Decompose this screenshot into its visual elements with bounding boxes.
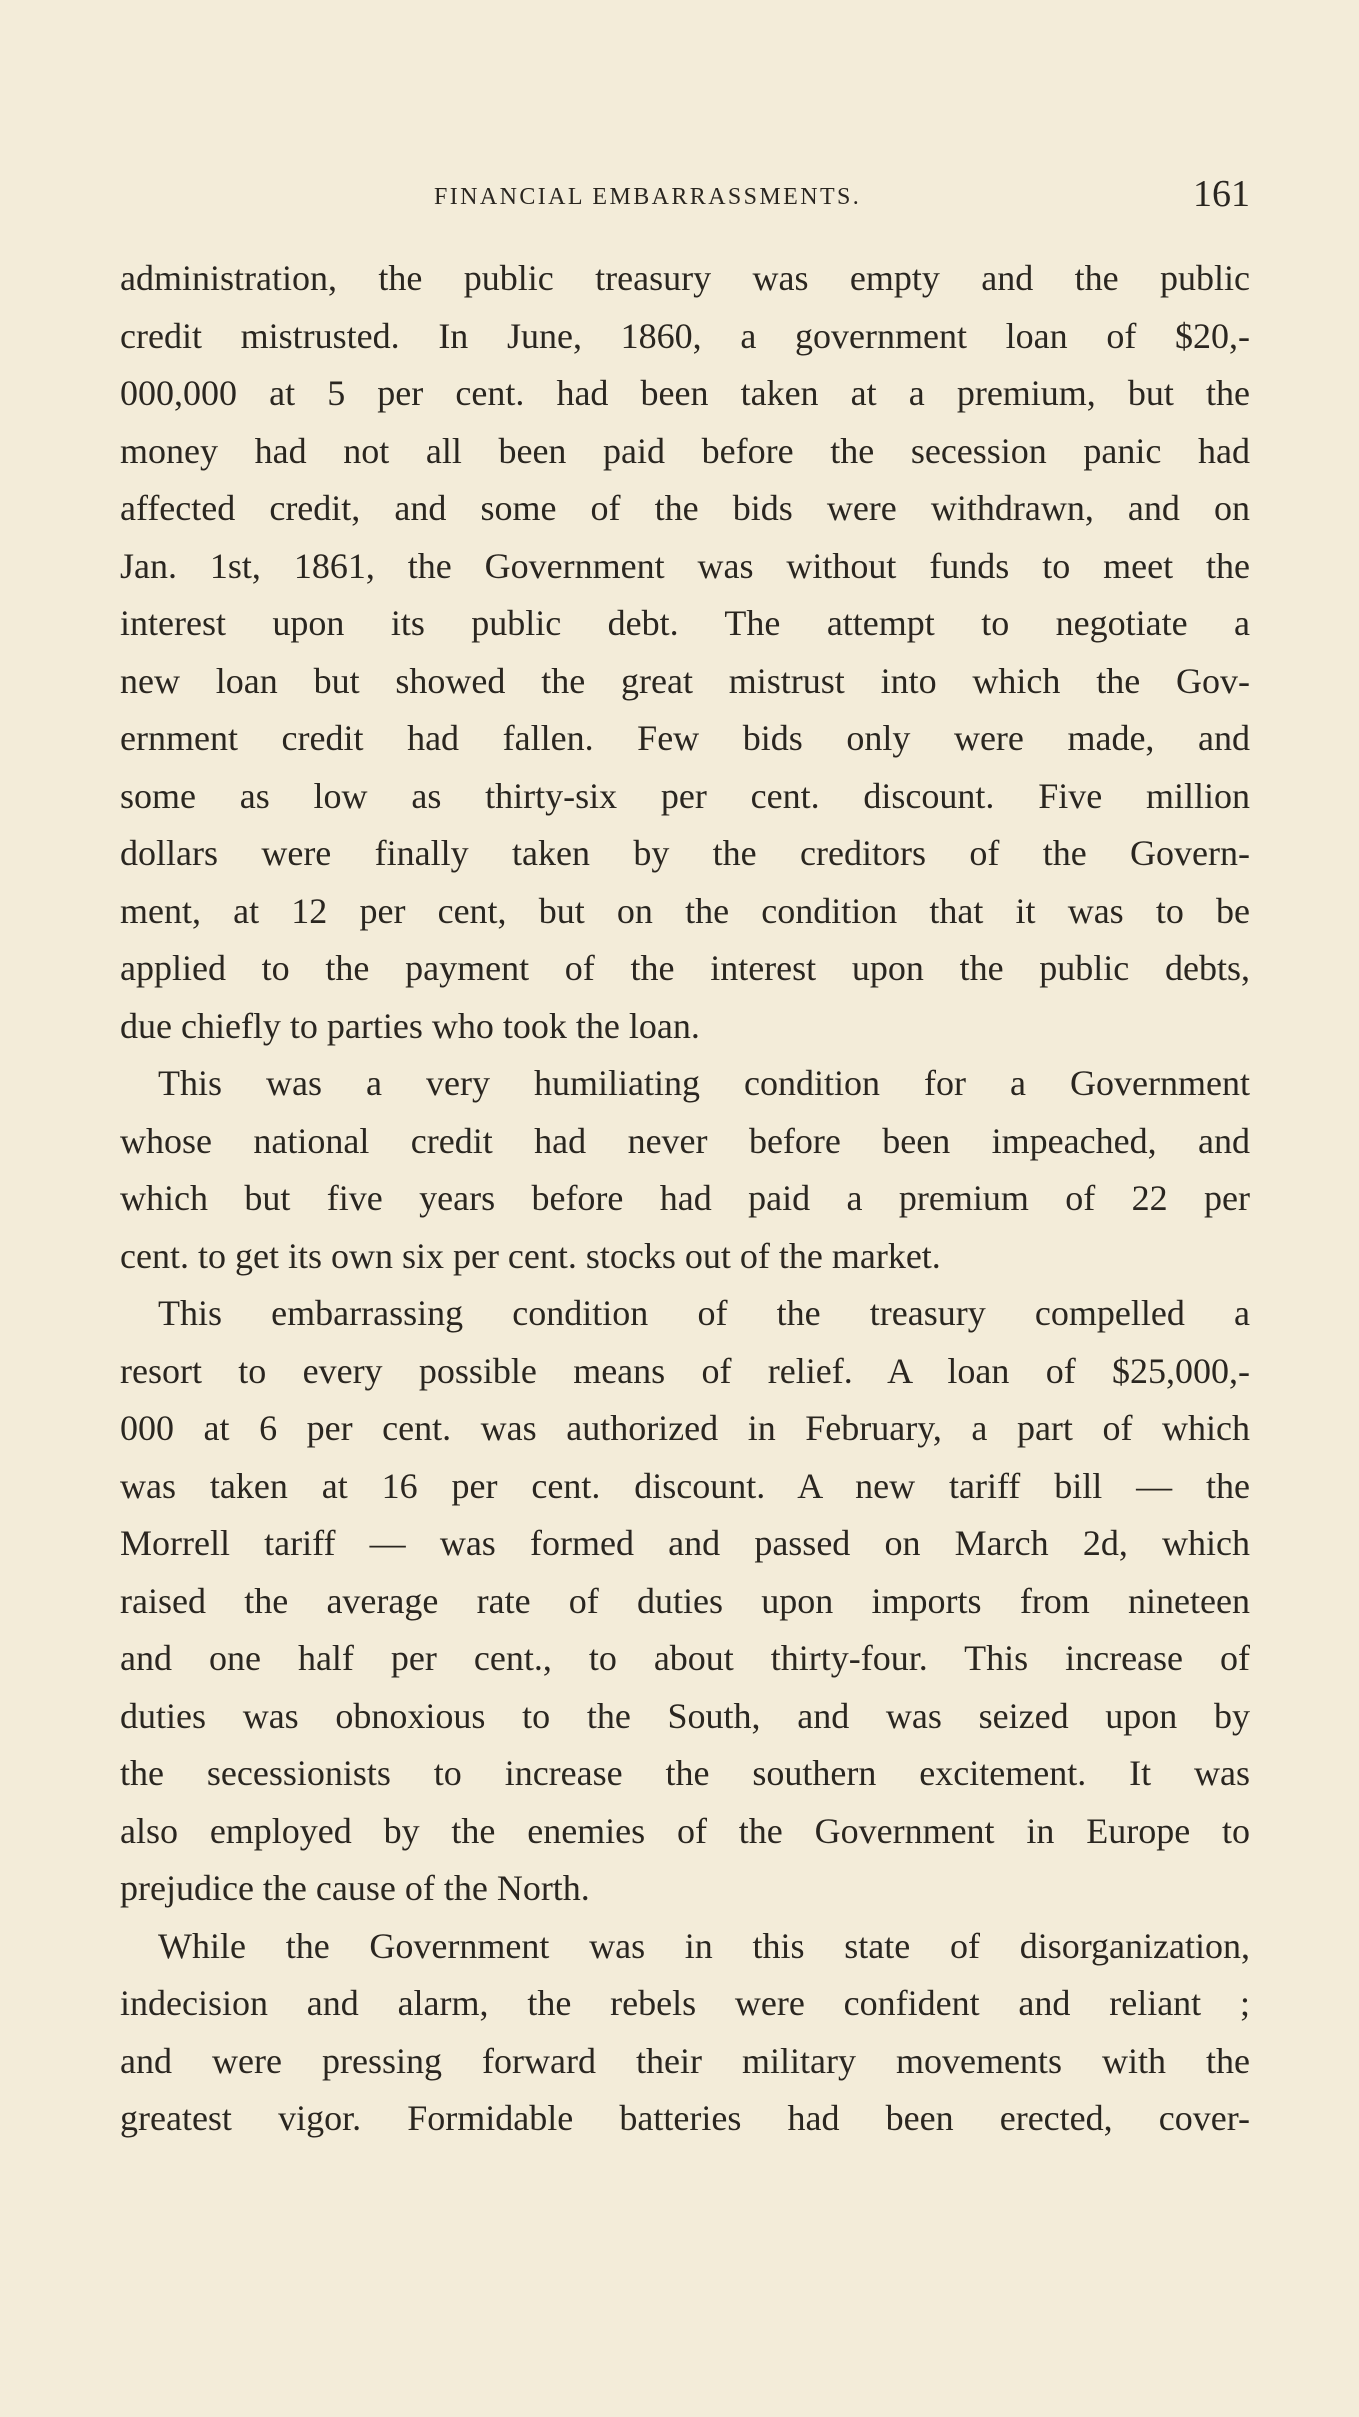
text-line: duties was obnoxious to the South, and was seized upon by	[120, 1695, 1250, 1736]
text-line: some as low as thirty-six per cent. discount. Five million	[120, 775, 1250, 816]
text-line: Morrell tariff — was formed and passed on March 2d, which	[120, 1523, 1250, 1563]
text-line: resort to every possible means of relief. A loan of $25,000,-	[120, 1350, 1250, 1391]
text-line: and were pressing forward their military movements with the	[120, 2040, 1250, 2081]
text-line: prejudice the cause of the North.	[120, 1868, 590, 1908]
running-title: FINANCIAL EMBARRASSMENTS.	[434, 184, 862, 210]
text-line: While the Government was in this state of disorganization,	[158, 1925, 1250, 1966]
text-line: interest upon its public debt. The attempt to negotiate a	[120, 603, 1250, 643]
text-line: ernment credit had fallen. Few bids only were made, and	[120, 718, 1250, 758]
text-line: This embarrassing condition of the treasury compelled a	[158, 1293, 1250, 1333]
text-line: money had not all been paid before the secession panic had	[120, 430, 1250, 471]
running-head	[120, 172, 1250, 222]
text-line: whose national credit had never before been impeached, and	[120, 1120, 1250, 1161]
text-line: was taken at 16 per cent. discount. A new tariff bill — the	[120, 1465, 1250, 1506]
text-line: new loan but showed the great mistrust into which the Gov-	[120, 660, 1250, 701]
text-line: raised the average rate of duties upon imports from nineteen	[120, 1580, 1250, 1621]
text-line: applied to the payment of the interest upon the public debts,	[120, 948, 1250, 988]
text-line: which but five years before had paid a premium of 22 per	[120, 1178, 1250, 1218]
text-line: Jan. 1st, 1861, the Government was without funds to meet the	[120, 545, 1250, 586]
text-line: 000,000 at 5 per cent. had been taken at a premium, but the	[120, 373, 1250, 413]
text-line: due chiefly to parties who took the loan.	[120, 1005, 700, 1046]
text-line: 000 at 6 per cent. was authorized in February, a part of which	[120, 1408, 1250, 1448]
text-line: cent. to get its own six per cent. stocks out of the market.	[120, 1235, 941, 1276]
text-line: administration, the public treasury was empty and the public	[120, 258, 1250, 298]
text-line: indecision and alarm, the rebels were confident and reliant ;	[120, 1983, 1250, 2023]
text-line: the secessionists to increase the southern excitement. It was	[120, 1753, 1250, 1793]
text-line: credit mistrusted. In June, 1860, a government loan of $20,-	[120, 315, 1250, 356]
text-line: This was a very humiliating condition for a Government	[158, 1063, 1250, 1103]
body-text	[120, 250, 1250, 2148]
text-line: affected credit, and some of the bids were withdrawn, and on	[120, 488, 1250, 528]
text-line: and one half per cent., to about thirty-four. This increase of	[120, 1638, 1250, 1678]
text-line: ment, at 12 per cent, but on the condition that it was to be	[120, 890, 1250, 931]
page-number: 161	[1193, 173, 1250, 215]
text-line: greatest vigor. Formidable batteries had been erected, cover-	[120, 2098, 1250, 2138]
text-line: also employed by the enemies of the Government in Europe to	[120, 1810, 1250, 1851]
text-line: dollars were finally taken by the creditors of the Govern-	[120, 833, 1250, 873]
